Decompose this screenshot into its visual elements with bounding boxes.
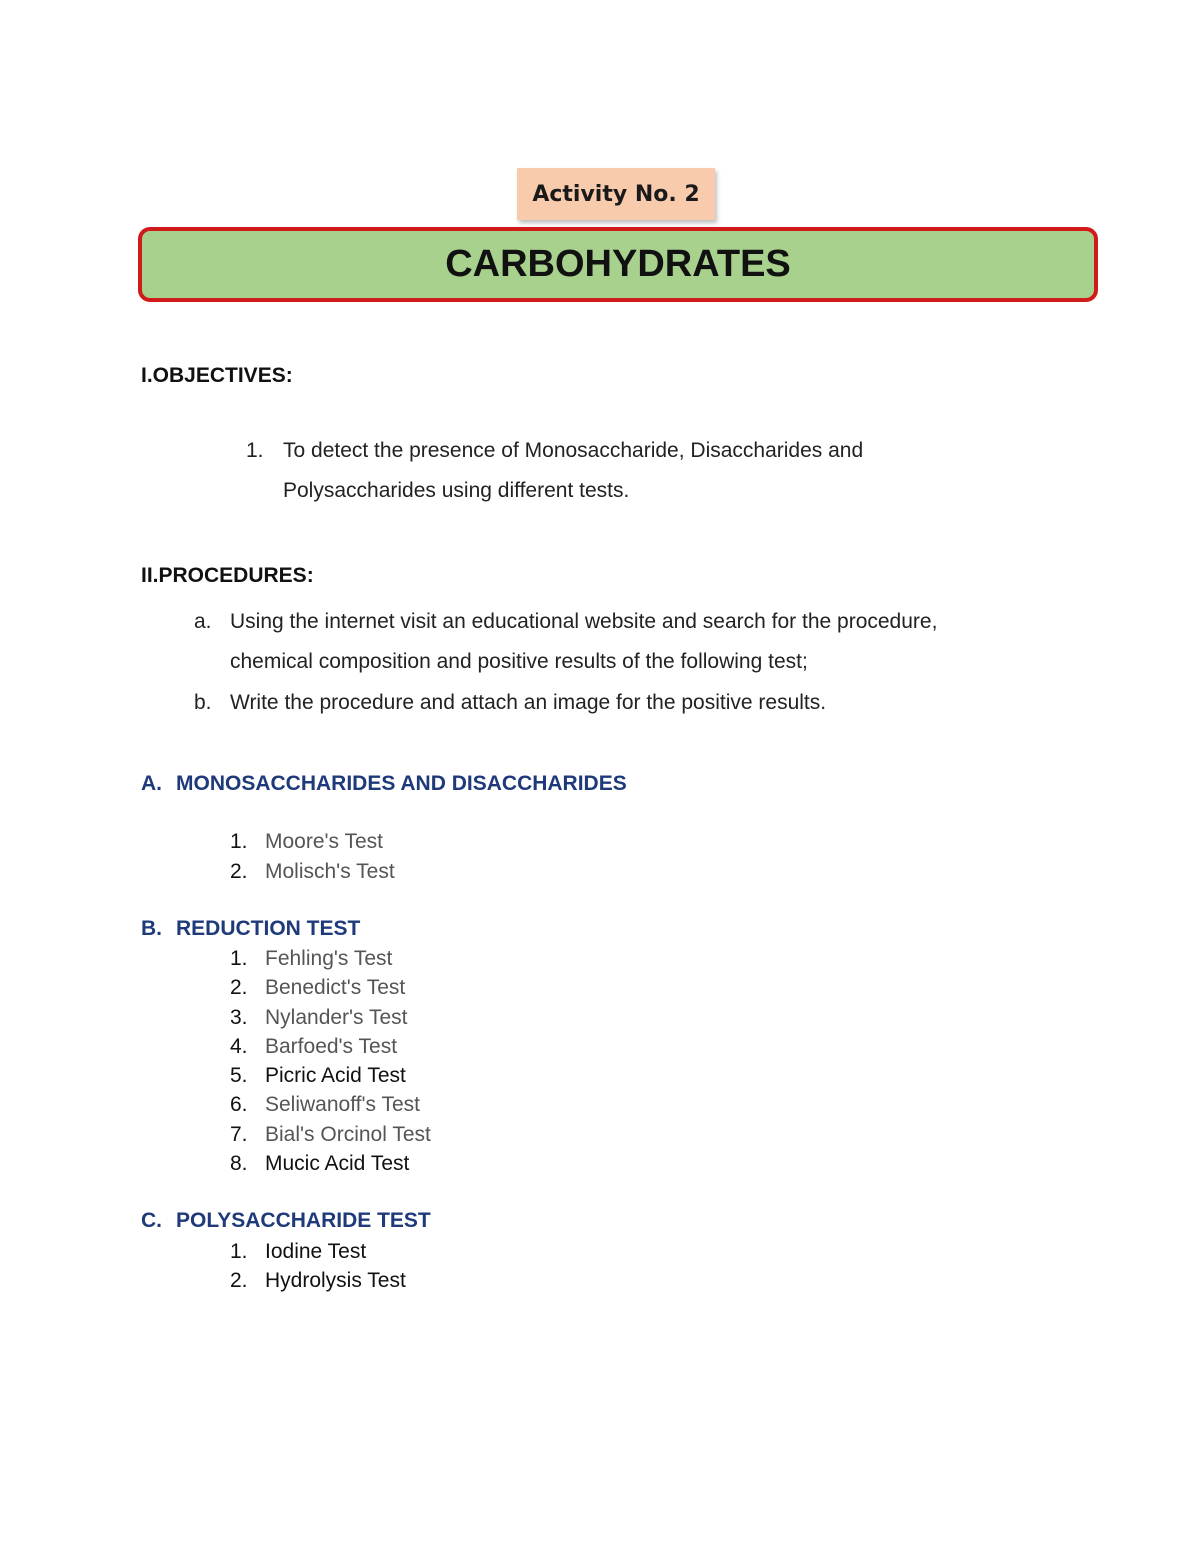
- test-name: Benedict's Test: [265, 976, 406, 1000]
- list-item: [230, 973, 431, 1002]
- list-item: [230, 1149, 431, 1178]
- test-name: Nylander's Test: [265, 1005, 408, 1029]
- list-item: [230, 1120, 431, 1149]
- test-name: Iodine Test: [265, 1240, 367, 1263]
- test-list: [230, 1237, 406, 1296]
- test-number: 5.: [230, 1064, 248, 1088]
- test-number: 6.: [230, 1093, 248, 1117]
- test-number: 7.: [230, 1122, 248, 1146]
- test-name: Fehling's Test: [265, 947, 393, 970]
- category-title: MONOSACCHARIDES AND DISACCHARIDES: [176, 772, 627, 795]
- list-item: [230, 1090, 431, 1119]
- test-name: Moore's Test: [265, 830, 384, 853]
- list-item: [230, 1237, 406, 1266]
- procedure-item-line: Using the internet visit an educational website and search for the procedure,: [230, 610, 938, 633]
- test-list: [230, 944, 431, 1178]
- test-number: 8.: [230, 1152, 248, 1176]
- test-name: Seliwanoff's Test: [265, 1093, 420, 1117]
- test-name: Hydrolysis Test: [265, 1269, 406, 1293]
- category-heading: [141, 772, 627, 796]
- test-name: Mucic Acid Test: [265, 1152, 410, 1176]
- procedure-item-line: Write the procedure and attach an image for the positive results.: [230, 691, 827, 714]
- test-name: Picric Acid Test: [265, 1064, 406, 1088]
- test-name: Molisch's Test: [265, 860, 395, 883]
- test-number: 3.: [230, 1005, 248, 1029]
- category-title: REDUCTION TEST: [176, 917, 361, 940]
- procedure-item-marker: b.: [194, 691, 212, 714]
- procedure-item-line: chemical composition and positive results of the following test;: [230, 650, 808, 673]
- objective-item-line: To detect the presence of Monosaccharide, Disaccharides and: [283, 439, 864, 462]
- objective-item-line: Polysaccharides using different tests.: [283, 479, 630, 502]
- category-title: POLYSACCHARIDE TEST: [176, 1209, 431, 1232]
- objectives-heading: I.OBJECTIVES:: [141, 364, 293, 387]
- test-number: 4.: [230, 1034, 248, 1058]
- objective-item-marker: 1.: [246, 439, 264, 462]
- list-item: [230, 944, 431, 973]
- procedure-item-marker: a.: [194, 610, 212, 633]
- test-number: 1.: [230, 830, 248, 853]
- test-number: 2.: [230, 1269, 248, 1293]
- category-heading: [141, 917, 360, 941]
- list-item: [230, 827, 395, 857]
- page-title: CARBOHYDRATES: [138, 227, 1098, 302]
- test-number: 1.: [230, 1240, 248, 1263]
- procedures-heading: II.PROCEDURES:: [141, 564, 314, 587]
- list-item: [230, 1061, 431, 1090]
- category-letter: A.: [141, 772, 162, 795]
- list-item: [230, 857, 395, 887]
- test-number: 1.: [230, 947, 248, 970]
- category-letter: C.: [141, 1209, 162, 1232]
- category-letter: B.: [141, 917, 162, 940]
- test-name: Barfoed's Test: [265, 1034, 398, 1058]
- test-name: Bial's Orcinol Test: [265, 1122, 431, 1146]
- category-heading: [141, 1209, 431, 1233]
- activity-number-badge: Activity No. 2: [517, 168, 715, 220]
- list-item: [230, 1032, 431, 1061]
- test-list: [230, 827, 395, 887]
- list-item: [230, 1003, 431, 1032]
- test-number: 2.: [230, 976, 248, 1000]
- test-number: 2.: [230, 860, 248, 883]
- list-item: [230, 1266, 406, 1295]
